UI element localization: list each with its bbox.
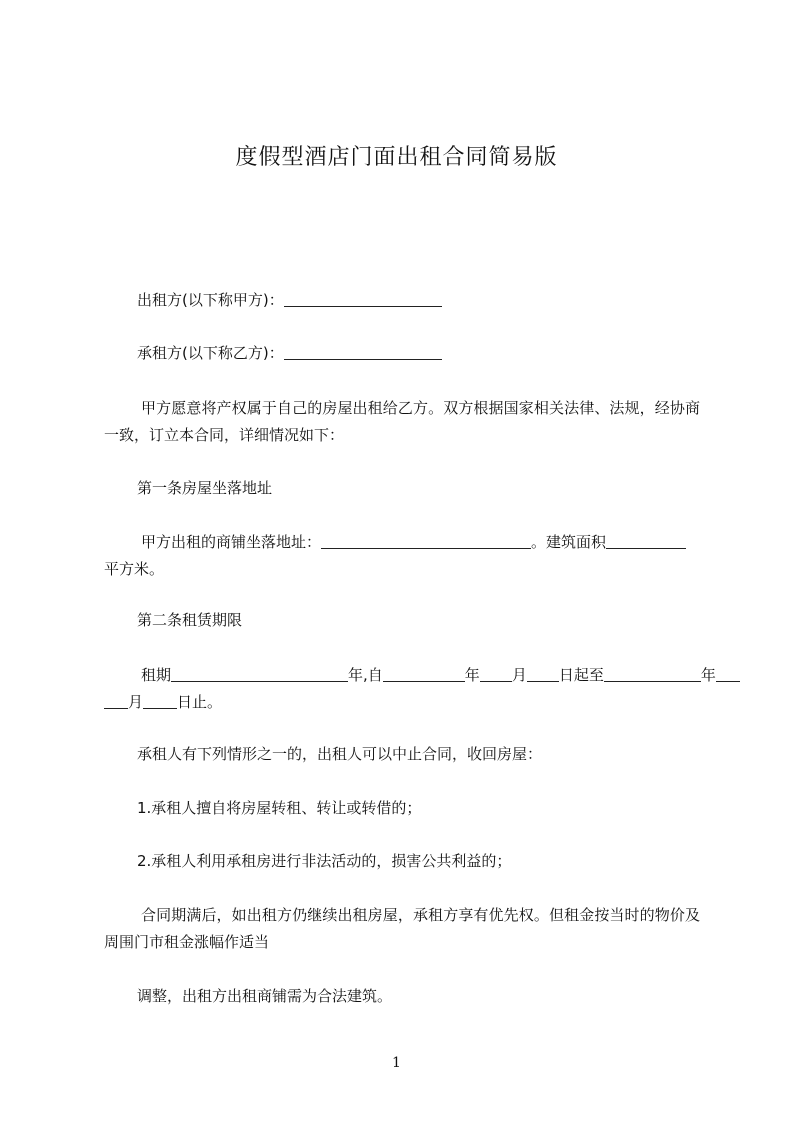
adjustment-line: 调整，出租方出租商铺需为合法建筑。 <box>137 987 393 1005</box>
area-blank <box>606 531 686 549</box>
end-month-blank-part <box>716 664 740 682</box>
termination-item-2: 2.承租人利用承租房进行非法活动的，损害公共利益的； <box>137 852 512 870</box>
day-end-text: 日止。 <box>177 693 223 711</box>
article1-heading: 第一条房屋坐落地址 <box>137 479 273 497</box>
lessee-line <box>137 340 442 367</box>
year-text-end: 年 <box>700 666 716 684</box>
start-month-blank <box>480 664 512 682</box>
lessee-blank <box>284 342 442 360</box>
year-from-text: 年,自 <box>348 666 383 684</box>
term-years-blank <box>171 664 348 682</box>
lessee-label: 承租方(以下称乙方)： <box>137 344 284 362</box>
month-text: 月 <box>511 666 527 684</box>
document-title: 度假型酒店门面出租合同简易版 <box>235 145 558 170</box>
start-year-blank <box>383 664 465 682</box>
lessor-label: 出租方(以下称甲方)： <box>137 291 284 309</box>
address-blank <box>321 531 531 549</box>
renewal-paragraph: 合同期满后，如出租方仍继续出租房屋，承租方享有优先权。但租金按当时的物价及周围门市租金涨幅作适当 <box>104 906 700 951</box>
term-line-continued <box>104 689 222 716</box>
month-text-end: 月 <box>128 693 144 711</box>
lessor-blank <box>284 289 442 307</box>
area-unit: 平方米。 <box>104 560 165 578</box>
article2-heading: 第二条租赁期限 <box>137 611 243 629</box>
page-number: 1 <box>392 1055 401 1071</box>
term-label: 租期 <box>141 666 172 684</box>
year-text: 年 <box>464 666 480 684</box>
end-year-blank <box>604 664 701 682</box>
start-day-blank <box>527 664 559 682</box>
address-line <box>141 529 686 556</box>
intro-paragraph: 甲方愿意将产权属于自己的房屋出租给乙方。双方根据国家相关法律、法规，经协商一致，订立本合同，详细情况如下： <box>104 399 700 444</box>
day-start-text: 日起至 <box>558 666 604 684</box>
termination-intro: 承租人有下列情形之一的，出租人可以中止合同，收回房屋： <box>137 745 543 763</box>
end-day-blank <box>143 691 177 709</box>
end-month-blank <box>104 691 128 709</box>
area-label: 。建筑面积 <box>531 533 607 551</box>
termination-item-1: 1.承租人擅自将房屋转租、转让或转借的； <box>137 799 422 817</box>
term-line <box>141 662 740 689</box>
address-label: 甲方出租的商铺坐落地址： <box>141 533 322 551</box>
lessor-line <box>137 287 442 314</box>
